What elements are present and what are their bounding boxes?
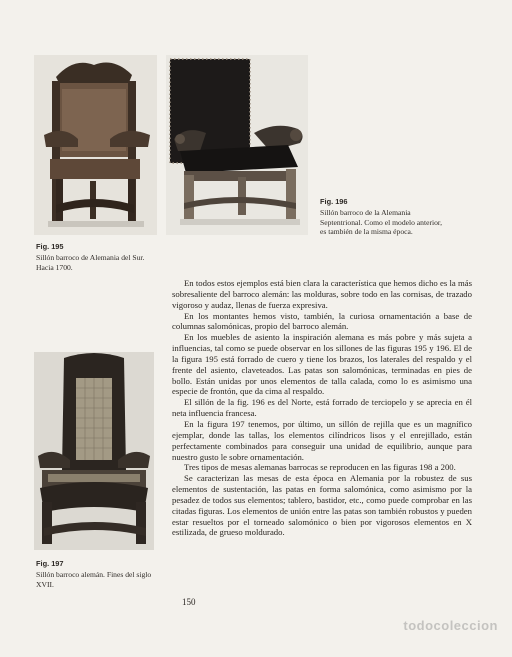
armchair-velvet-image: [166, 55, 308, 235]
photo-fig-197: [34, 352, 154, 550]
caption-fig-197: [36, 559, 156, 589]
figure-label: Fig. 197: [36, 559, 64, 568]
body-text: [172, 278, 472, 538]
figure-caption: Sillón barroco alemán. Fines del siglo XVII.: [36, 570, 152, 589]
figure-caption: Sillón barroco de Alemania del Sur. Hacia 1700.: [36, 253, 145, 272]
armchair-leather-image: [34, 55, 157, 235]
armchair-cane-image: [34, 352, 154, 550]
watermark: todocoleccion: [403, 618, 498, 633]
paragraph: Tres tipos de mesas alemanas barrocas se reproducen en las figuras 198 a 200.: [184, 462, 456, 473]
figure-label: Fig. 196: [320, 197, 348, 206]
page-number: 150: [182, 597, 196, 607]
caption-fig-195: [36, 242, 160, 272]
paragraph: El sillón de la fig. 196 es del Norte, está forrado de terciopelo y se aprecia en él neta influencia francesa.: [172, 397, 472, 419]
figure-caption: Sillón barroco de la Alemania Septentrional. Como el modelo anterior, es también de la misma época.: [320, 208, 443, 237]
caption-fig-196: [320, 197, 442, 237]
paragraph: Se caracterizan las mesas de esta época en Alemania por la robustez de sus elementos de sustentación, las patas en forma salomónica, como asimismo por la pesadez de todos sus elementos; tablero, bastidor, etc., como puede comprobar en las citadas figuras. Los elementos de unión entre las patas son también robustos y pueden estar resueltos por el torneado salomónico o bien por vigorosos elementos en X estilizada, de grueso moldurado.: [172, 473, 472, 538]
paragraph: En todos estos ejemplos está bien clara la característica que hemos dicho es la más sobresaliente del barroco alemán: las molduras, sobre todo en las cornisas, de trazado vigoroso y audaz, llenas de fuerza expresiva.: [172, 278, 472, 310]
photo-fig-196: [166, 55, 308, 235]
paragraph: En los muebles de asiento la inspiración alemana es más pobre y más sujeta a influencias, tal como se puede observar en los sillones de las figuras 195 y 196. El de la figura 195 está forrado de cuero y tiene los brazos, los laterales del respaldo y el frente del asiento, claveteados. Las patas son salomónicas, terminadas en pies de bollo. Están unidas por unos elementos de talla calada, como lo es asimismo una especie de frontón, que da cima al respaldo.: [172, 332, 472, 397]
photo-fig-195: [34, 55, 157, 235]
paragraph: En los montantes hemos visto, también, la curiosa ornamentación a base de columnas salomónicas, propio del barroco alemán.: [172, 310, 472, 332]
figure-label: Fig. 195: [36, 242, 64, 251]
paragraph: En la figura 197 tenemos, por último, un sillón de rejilla que es un magnífico ejemplar, donde las tallas, los elementos cilíndricos lisos y el enrejillado, están perfectamente combinados para conseguir una unidad de equilibrio, aunque para nuestro gusto le sobre ornamentación.: [172, 418, 472, 462]
